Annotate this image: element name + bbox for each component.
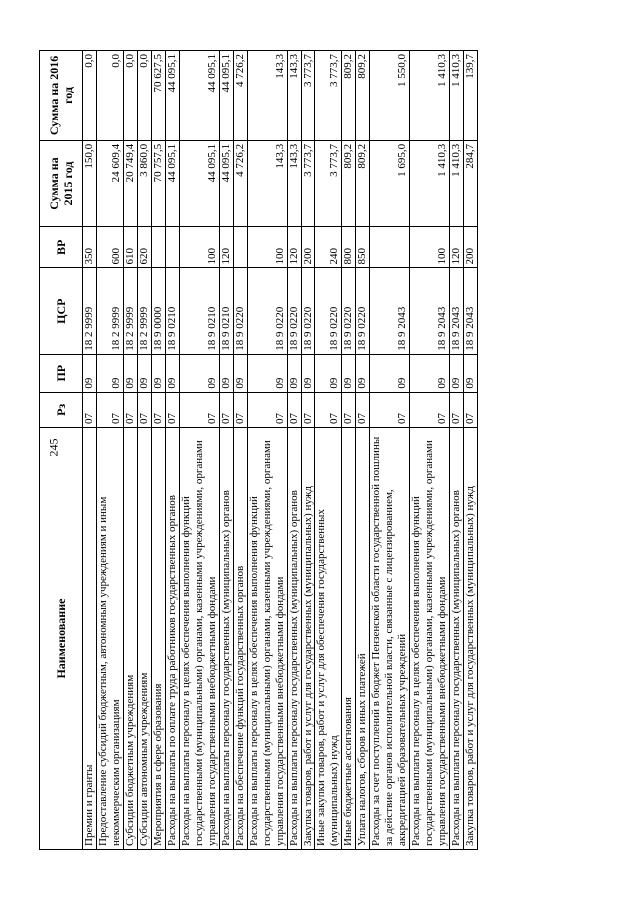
- cell-rz: 07: [370, 392, 410, 427]
- cell-rz: 07: [165, 392, 179, 427]
- table-row: [450, 51, 464, 850]
- cell-pr: 09: [137, 354, 151, 392]
- table-row: [165, 51, 179, 850]
- cell-vr: 120: [450, 227, 464, 268]
- cell-csr: 18 9 0220: [247, 268, 287, 354]
- cell-sum-2016: 1 410,3: [450, 51, 464, 141]
- cell-vr: 100: [247, 227, 287, 268]
- table-row: [137, 51, 151, 850]
- cell-pr: 09: [410, 354, 450, 392]
- cell-csr: 18 2 9999: [137, 268, 151, 354]
- cell-csr: 18 9 0210: [219, 268, 233, 354]
- cell-csr: 18 9 0220: [287, 268, 301, 354]
- cell-sum-2016: 809,2: [342, 51, 356, 141]
- cell-csr: 18 9 0220: [356, 268, 370, 354]
- cell-vr: [165, 227, 179, 268]
- cell-sum-2015: 4 726,2: [233, 140, 247, 226]
- cell-name: Расходы на выплаты персоналу в целях обеспечения выполнения функций государственными (муниципальными) органами, казенными учреждениями, органами управления государственными внебюджетными фондами: [247, 428, 287, 850]
- cell-sum-2015: 44 095,1: [165, 140, 179, 226]
- cell-sum-2015: 70 757,5: [151, 140, 165, 226]
- cell-sum-2016: 1 550,0: [370, 51, 410, 141]
- cell-name: Расходы на выплаты персоналу государственных (муниципальных) органов: [287, 428, 301, 850]
- cell-sum-2015: 3 860,0: [137, 140, 151, 226]
- cell-sum-2015: 284,7: [464, 140, 478, 226]
- cell-sum-2016: 3 773,7: [315, 51, 342, 141]
- cell-name: Расходы за счет поступлений в бюджет Пензенской области государственной пошлины за действие органов исполнительной власти, связанные с лицензированием, аккредитацией образовательных учреждений: [370, 428, 410, 850]
- header-rz: Рз: [40, 392, 83, 427]
- table-row: [356, 51, 370, 850]
- cell-name: Иные бюджетные ассигнования: [342, 428, 356, 850]
- cell-csr: 18 2 9999: [123, 268, 137, 354]
- page-number: 245: [46, 438, 61, 457]
- table-row: [233, 51, 247, 850]
- cell-csr: 18 9 2043: [450, 268, 464, 354]
- cell-sum-2015: 809,2: [342, 140, 356, 226]
- cell-csr: 18 9 0220: [342, 268, 356, 354]
- table-row: [410, 51, 450, 850]
- cell-csr: 18 9 0220: [301, 268, 315, 354]
- cell-sum-2015: 1 410,3: [410, 140, 450, 226]
- cell-sum-2016: 44 095,1: [165, 51, 179, 141]
- cell-csr: 18 9 2043: [370, 268, 410, 354]
- table-row: [83, 51, 97, 850]
- cell-name: Расходы на выплаты персоналу в целях обеспечения выполнения функций государственными (муниципальными) органами, казенными учреждениями, органами управления государственными внебюджетными фондами: [179, 428, 219, 850]
- budget-table-container: [39, 50, 577, 850]
- cell-csr: 18 9 0000: [151, 268, 165, 354]
- cell-rz: 07: [356, 392, 370, 427]
- cell-vr: 620: [137, 227, 151, 268]
- cell-rz: 07: [247, 392, 287, 427]
- cell-sum-2016: 4 726,2: [233, 51, 247, 141]
- cell-pr: 09: [179, 354, 219, 392]
- budget-table: [39, 50, 478, 850]
- cell-name: Расходы на выплаты персоналу государственных (муниципальных) органов: [450, 428, 464, 850]
- cell-vr: 120: [287, 227, 301, 268]
- table-row: [96, 51, 123, 850]
- cell-csr: 18 9 0210: [179, 268, 219, 354]
- cell-vr: 800: [342, 227, 356, 268]
- cell-sum-2016: 143,3: [287, 51, 301, 141]
- cell-sum-2016: 1 410,3: [410, 51, 450, 141]
- table-body: [83, 51, 478, 850]
- table-row: [247, 51, 287, 850]
- cell-pr: 09: [301, 354, 315, 392]
- cell-pr: 09: [165, 354, 179, 392]
- cell-pr: 09: [233, 354, 247, 392]
- cell-pr: 09: [464, 354, 478, 392]
- cell-rz: 07: [123, 392, 137, 427]
- cell-name: Закупка товаров, работ и услуг для государственных (муниципальных) нужд: [301, 428, 315, 850]
- cell-vr: [151, 227, 165, 268]
- cell-sum-2015: 3 773,7: [301, 140, 315, 226]
- cell-sum-2015: 44 095,1: [179, 140, 219, 226]
- cell-rz: 07: [410, 392, 450, 427]
- cell-vr: 100: [410, 227, 450, 268]
- cell-sum-2016: 139,7: [464, 51, 478, 141]
- cell-pr: 09: [370, 354, 410, 392]
- cell-pr: 09: [219, 354, 233, 392]
- cell-name: Иные закупки товаров, работ и услуг для обеспечения государственных (муниципальных) нужд: [315, 428, 342, 850]
- cell-sum-2016: 44 095,1: [219, 51, 233, 141]
- cell-vr: [233, 227, 247, 268]
- table-row: [151, 51, 165, 850]
- cell-name: Субсидии автономным учреждениям: [137, 428, 151, 850]
- cell-name: Расходы на обеспечение функций государственных органов: [233, 428, 247, 850]
- cell-name: Расходы на выплаты персоналу государственных (муниципальных) органов: [219, 428, 233, 850]
- cell-sum-2015: 150,0: [83, 140, 97, 226]
- cell-name: Предоставление субсидий бюджетным, автономным учреждениям и иным некоммерческим организациям: [96, 428, 123, 850]
- cell-pr: 09: [342, 354, 356, 392]
- cell-pr: 09: [96, 354, 123, 392]
- header-csr: ЦСР: [40, 268, 83, 354]
- header-pr: ПР: [40, 354, 83, 392]
- cell-name: Уплата налогов, сборов и иных платежей: [356, 428, 370, 850]
- cell-name: Субсидии бюджетным учреждениям: [123, 428, 137, 850]
- cell-name: Премии и гранты: [83, 428, 97, 850]
- cell-rz: 07: [151, 392, 165, 427]
- cell-sum-2015: 143,3: [247, 140, 287, 226]
- cell-vr: 610: [123, 227, 137, 268]
- cell-sum-2015: 3 773,7: [315, 140, 342, 226]
- table-row: [287, 51, 301, 850]
- cell-vr: 850: [356, 227, 370, 268]
- header-name: Наименование: [40, 428, 83, 850]
- table-row: [342, 51, 356, 850]
- cell-sum-2016: 143,3: [247, 51, 287, 141]
- table-row: [219, 51, 233, 850]
- cell-vr: 120: [219, 227, 233, 268]
- cell-csr: 18 9 0220: [315, 268, 342, 354]
- cell-sum-2016: 44 095,1: [179, 51, 219, 141]
- cell-sum-2016: 70 627,5: [151, 51, 165, 141]
- cell-rz: 07: [301, 392, 315, 427]
- cell-vr: 200: [301, 227, 315, 268]
- cell-pr: 09: [151, 354, 165, 392]
- cell-csr: 18 9 2043: [410, 268, 450, 354]
- table-row: [123, 51, 137, 850]
- header-sum-2015: Сумма на 2015 год: [40, 140, 83, 226]
- table-row: [370, 51, 410, 850]
- cell-sum-2016: 3 773,7: [301, 51, 315, 141]
- cell-sum-2015: 1 695,0: [370, 140, 410, 226]
- cell-rz: 07: [219, 392, 233, 427]
- cell-rz: 07: [233, 392, 247, 427]
- cell-sum-2016: 0,0: [137, 51, 151, 141]
- cell-pr: 09: [315, 354, 342, 392]
- cell-rz: 07: [96, 392, 123, 427]
- cell-sum-2016: 0,0: [123, 51, 137, 141]
- cell-csr: 18 9 2043: [464, 268, 478, 354]
- cell-csr: 18 9 0220: [233, 268, 247, 354]
- cell-rz: 07: [137, 392, 151, 427]
- cell-sum-2015: 1 410,3: [450, 140, 464, 226]
- cell-sum-2015: 143,3: [287, 140, 301, 226]
- header-vr: ВР: [40, 227, 83, 268]
- cell-csr: 18 9 0210: [165, 268, 179, 354]
- cell-vr: 240: [315, 227, 342, 268]
- cell-sum-2016: 809,2: [356, 51, 370, 141]
- cell-rz: 07: [464, 392, 478, 427]
- table-row: [301, 51, 315, 850]
- header-sum-2016: Сумма на 2016 год: [40, 51, 83, 141]
- table-row: [179, 51, 219, 850]
- cell-pr: 09: [247, 354, 287, 392]
- cell-pr: 09: [287, 354, 301, 392]
- cell-name: Закупка товаров, работ и услуг для государственных (муниципальных) нужд: [464, 428, 478, 850]
- cell-pr: 09: [83, 354, 97, 392]
- table-row: [464, 51, 478, 850]
- cell-rz: 07: [83, 392, 97, 427]
- cell-sum-2015: 809,2: [356, 140, 370, 226]
- cell-name: Расходы на выплаты по оплате труда работников государственных органов: [165, 428, 179, 850]
- cell-pr: 09: [123, 354, 137, 392]
- cell-vr: 350: [83, 227, 97, 268]
- cell-name: Мероприятия в сфере образования: [151, 428, 165, 850]
- table-row: [315, 51, 342, 850]
- table-header: [40, 51, 83, 850]
- cell-rz: 07: [342, 392, 356, 427]
- cell-sum-2016: 0,0: [96, 51, 123, 141]
- cell-rz: 07: [315, 392, 342, 427]
- cell-rz: 07: [450, 392, 464, 427]
- cell-vr: [370, 227, 410, 268]
- cell-vr: 600: [96, 227, 123, 268]
- cell-vr: 200: [464, 227, 478, 268]
- cell-rz: 07: [179, 392, 219, 427]
- cell-csr: 18 2 9999: [96, 268, 123, 354]
- cell-sum-2015: 20 749,4: [123, 140, 137, 226]
- cell-sum-2016: 0,0: [83, 51, 97, 141]
- cell-vr: 100: [179, 227, 219, 268]
- cell-csr: 18 2 9999: [83, 268, 97, 354]
- cell-pr: 09: [450, 354, 464, 392]
- cell-pr: 09: [356, 354, 370, 392]
- cell-sum-2015: 44 095,1: [219, 140, 233, 226]
- cell-rz: 07: [287, 392, 301, 427]
- cell-name: Расходы на выплаты персоналу в целях обеспечения выполнения функций государственными (муниципальными) органами, казенными учреждениями, органами управления государственными внебюджетными фондами: [410, 428, 450, 850]
- cell-sum-2015: 24 609,4: [96, 140, 123, 226]
